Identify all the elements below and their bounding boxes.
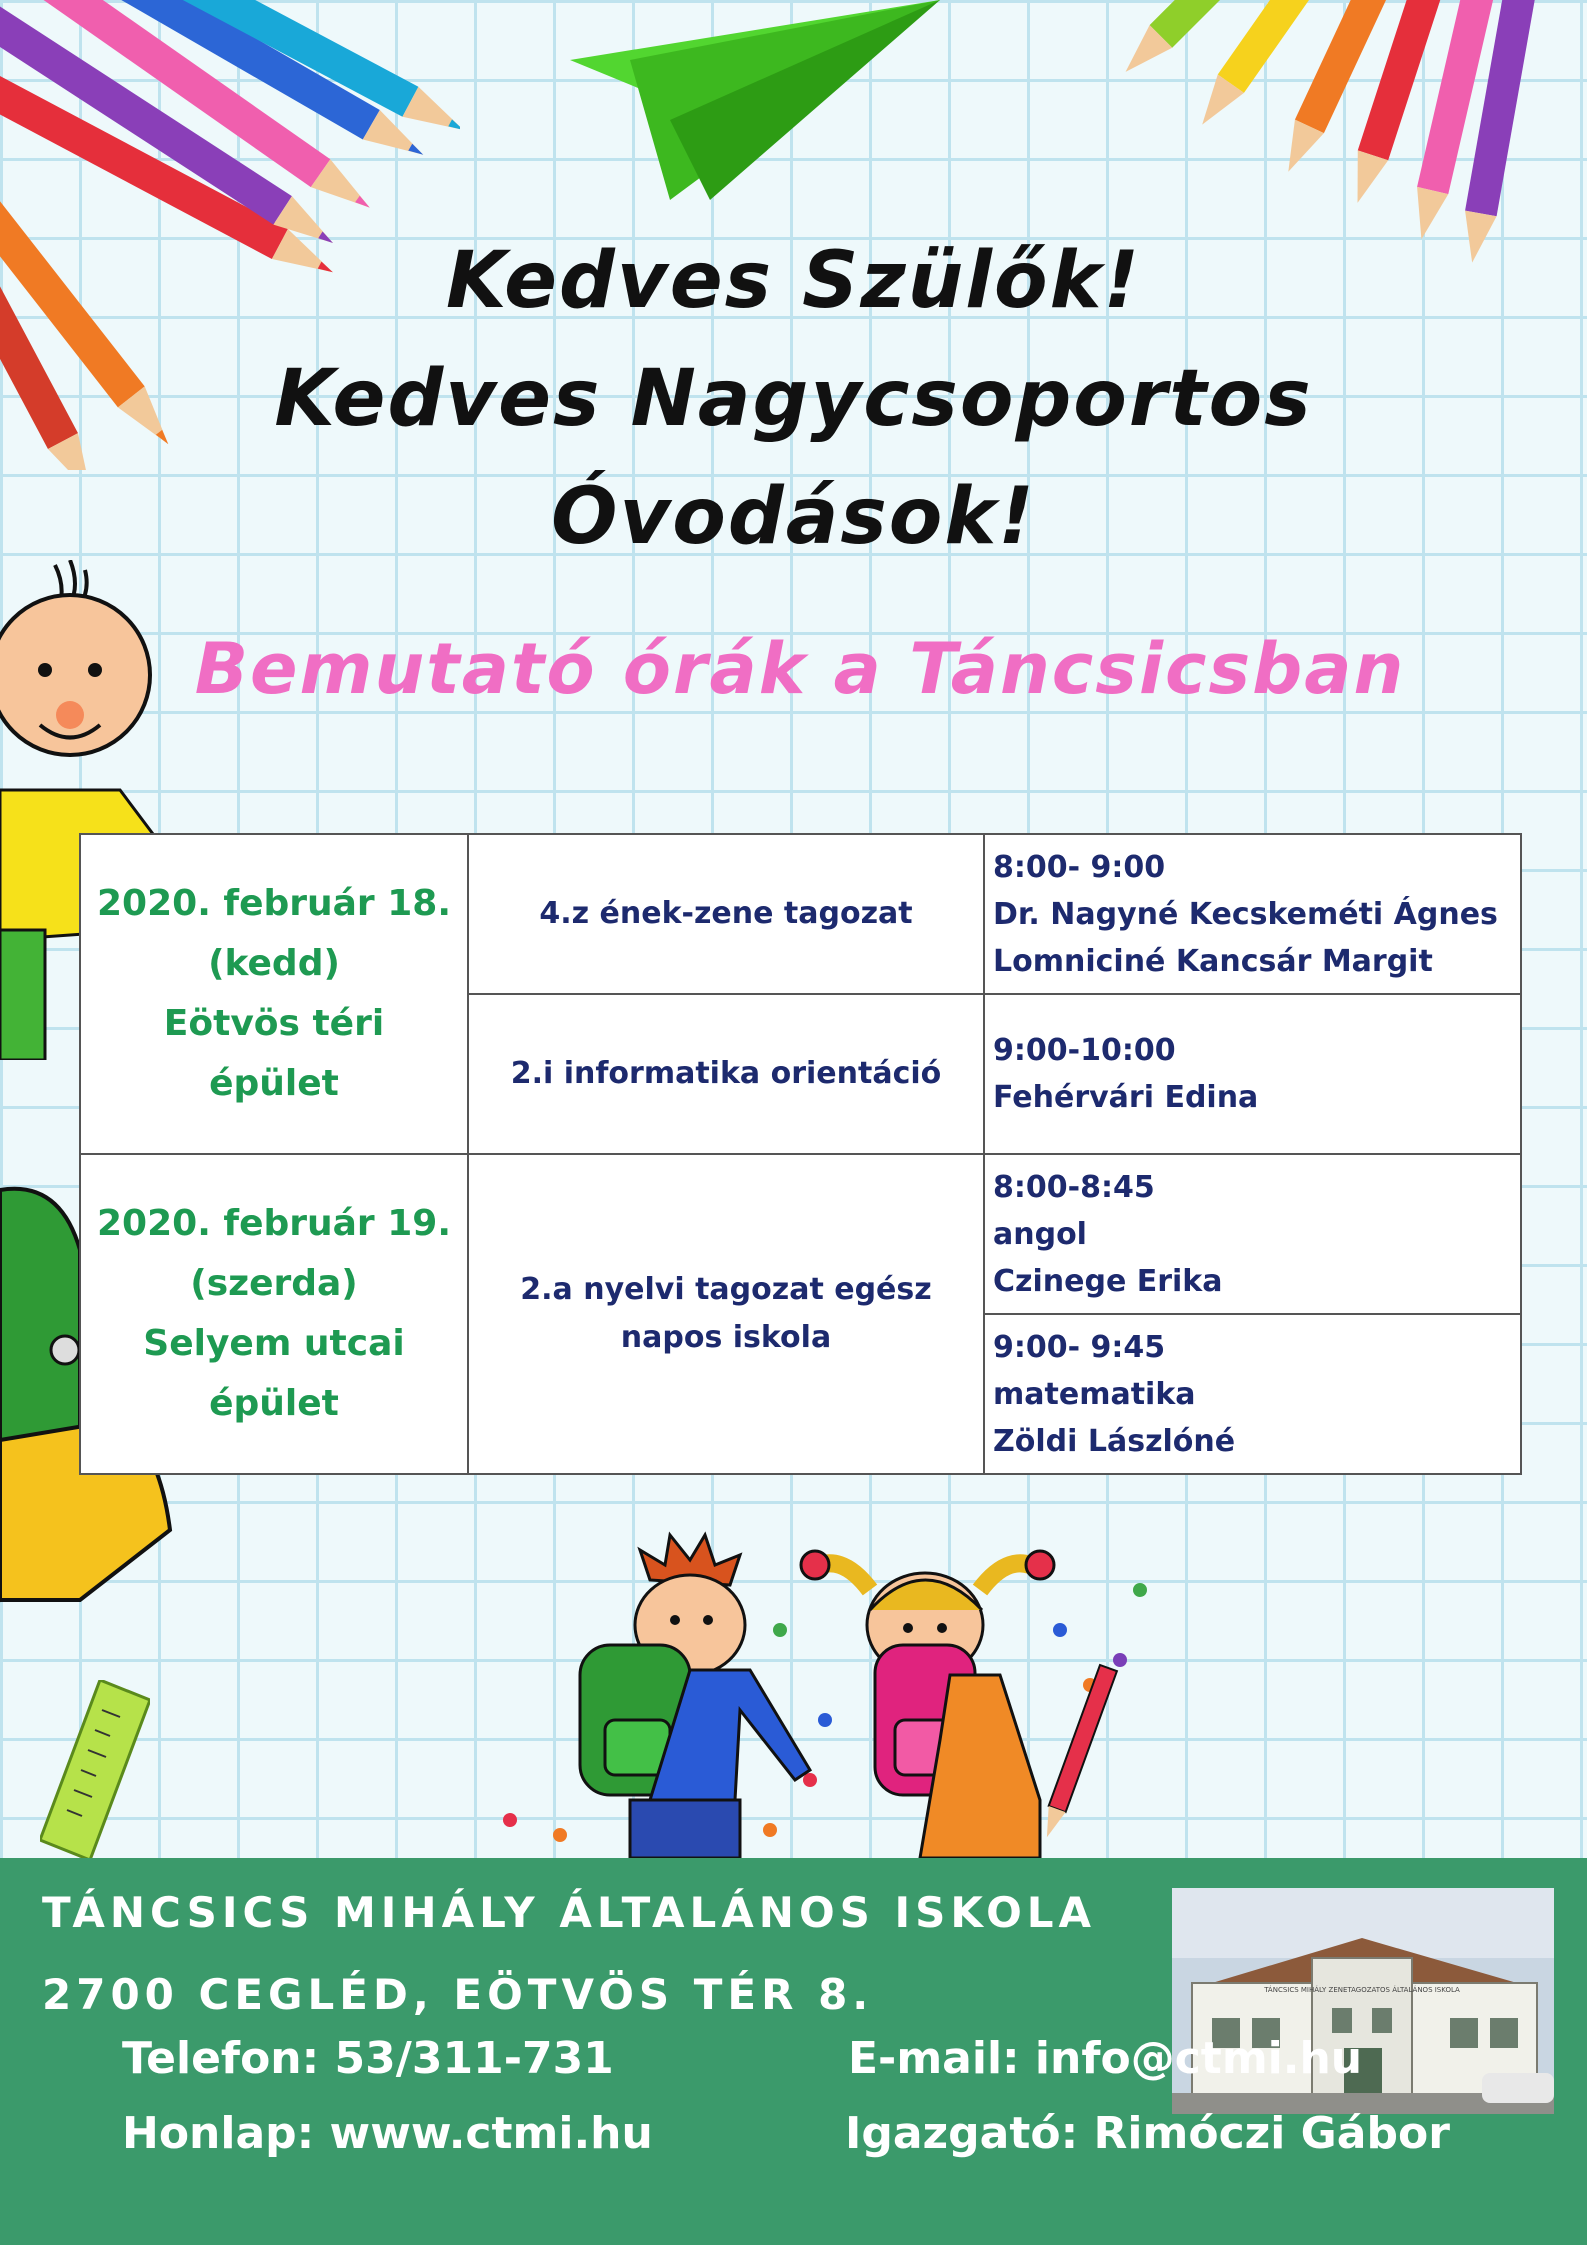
email-link[interactable]: E-mail: info@ctmi.hu [848,2033,1363,2084]
day1-weekday: (kedd) [208,943,340,984]
day1-session2-class: 2.i informatika orientáció [468,994,984,1154]
building-sign: TÁNCSICS MIHÁLY ZENETAGOZATOS ÁLTALÁNOS ISKOLA [1264,1986,1460,1994]
school-address: 2700 CEGLÉD, EÖTVÖS TÉR 8. [42,1970,874,2019]
schedule-table [79,833,1522,1475]
session-teacher: Fehérvári Edina [993,1080,1259,1115]
day1-building-line2: épület [209,1063,339,1104]
children-illustration [480,1500,1260,1858]
table-row [80,834,1521,994]
school-name: TÁNCSICS MIHÁLY ÁLTALÁNOS ISKOLA [42,1888,1097,1937]
day2-class-line1: 2.a nyelvi tagozat egész [520,1272,932,1307]
principal-text: Igazgató: Rimóczi Gábor [845,2108,1450,2159]
session-teacher: Zöldi Lászlóné [993,1423,1236,1459]
day2-session2-info [984,1314,1521,1474]
title-line-3: Óvodások! [551,472,1036,562]
session-time: 9:00- 9:45 [993,1329,1166,1365]
day1-date-cell [80,834,468,1154]
ruler-illustration [40,1680,150,1860]
session-subject: matematika [993,1376,1196,1412]
session-subject: angol [993,1216,1087,1252]
footer [0,1858,1587,2245]
day1-session1-info [984,834,1521,994]
paper-plane-illustration [570,0,950,220]
title-line-1: Kedves Szülők! [445,236,1142,326]
day2-date-cell [80,1154,468,1474]
website-link[interactable]: Honlap: www.ctmi.hu [122,2108,653,2159]
day2-class-line2: napos iskola [620,1320,832,1355]
event-subtitle: Bemutató órák a Táncsicsban [194,628,1406,710]
session-teacher: Czinege Erika [993,1263,1223,1299]
day2-class [468,1154,984,1474]
day2-session1-info [984,1154,1521,1314]
session-teacher: Lomniciné Kancsár Margit [993,943,1433,979]
day1-session1-class: 4.z ének-zene tagozat [468,834,984,994]
session-teacher: Dr. Nagyné Kecskeméti Ágnes [993,896,1498,932]
greeting-title [0,222,1587,576]
day2-date: 2020. február 19. [97,1203,451,1244]
title-line-2: Kedves Nagycsoportos [274,354,1313,444]
day2-weekday: (szerda) [190,1263,358,1304]
session-time: 8:00- 9:00 [993,849,1166,885]
session-time: 9:00-10:00 [993,1033,1176,1068]
day1-date: 2020. február 18. [97,883,451,924]
day1-building-line1: Eötvös téri [163,1003,385,1044]
session-time: 8:00-8:45 [993,1169,1155,1205]
day2-building-line2: épület [209,1383,339,1424]
table-row [80,1154,1521,1314]
day2-building-line1: Selyem utcai [143,1323,405,1364]
phone-text: Telefon: 53/311-731 [122,2033,614,2084]
day1-session2-info [984,994,1521,1154]
